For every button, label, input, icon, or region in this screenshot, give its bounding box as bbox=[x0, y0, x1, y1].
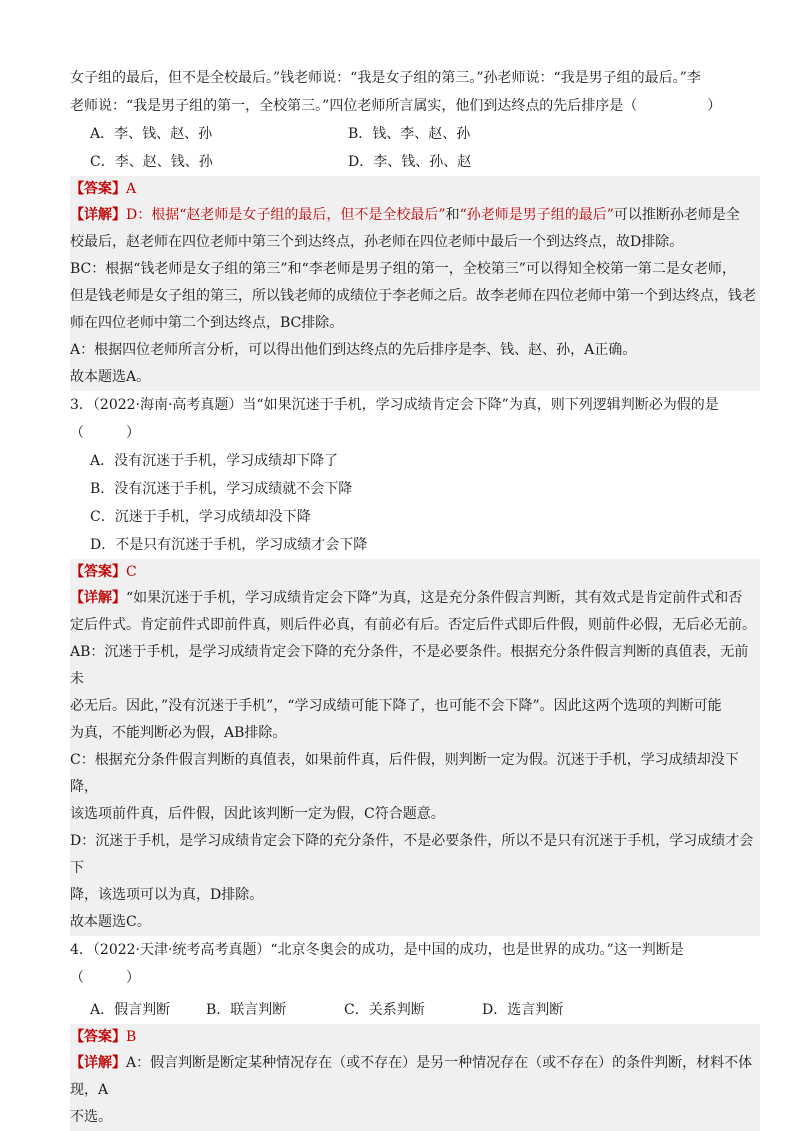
detail-line: AB：沉迷于手机，是学习成绩肯定会下降的充分条件，不是必要条件。根据充分条件假言判断的真值表，无前未 bbox=[70, 644, 749, 687]
question-3 bbox=[70, 391, 760, 936]
answer-line bbox=[70, 559, 760, 585]
answer-line bbox=[70, 176, 760, 202]
answer-value: C bbox=[126, 564, 137, 580]
detail-text: D：根据 bbox=[126, 207, 180, 223]
detail-line: 定后件式。肯定前件式即前件真，则后件必真，有前必有后。否定后件式即后件假，则前件必假，无后必无前。 bbox=[70, 617, 756, 633]
answer-tag: 【答案】 bbox=[70, 1029, 126, 1045]
detail-line bbox=[70, 585, 760, 612]
detail-line bbox=[70, 1050, 760, 1104]
option-a: A．假言判断 bbox=[90, 1002, 171, 1018]
detail-quote: “孙老师是男子组的最后” bbox=[459, 207, 614, 223]
detail-quote: “赵老师是女子组的最后，但不是全校最后” bbox=[179, 207, 446, 223]
answer-tag: 【答案】 bbox=[70, 564, 126, 580]
detail-line: 校最后，赵老师在四位老师中第三个到达终点，孙老师在四位老师中最后一个到达终点，故D排除。 bbox=[70, 234, 684, 250]
answer-line bbox=[70, 1024, 760, 1050]
detail-block bbox=[70, 585, 760, 936]
detail-line: BC：根据“钱老师是女子组的第三”和“李老师是男子组的第一，全校第三”可以得知全校第一第二是女老师， bbox=[70, 261, 736, 277]
options-row bbox=[70, 120, 760, 148]
option-d: D．不是只有沉迷于手机，学习成绩才会下降 bbox=[90, 537, 368, 553]
detail-line: 降，该选项可以为真，D排除。 bbox=[70, 887, 264, 903]
answer-value: A bbox=[126, 181, 137, 197]
option-c: C．关系判断 bbox=[344, 1002, 425, 1018]
answer-block bbox=[70, 1024, 760, 1131]
answer-block bbox=[70, 176, 760, 391]
detail-text: 和 bbox=[445, 207, 460, 223]
detail-block bbox=[70, 202, 760, 391]
detail-tag: 【详解】 bbox=[70, 1055, 126, 1071]
detail-line: 必无后。因此，”没有沉迷于手机”，“学习成绩可能下降了，也可能不会下降”。因此这两个选项的判断可能 bbox=[70, 698, 722, 714]
detail-tag: 【详解】 bbox=[70, 207, 126, 223]
answer-value: B bbox=[126, 1029, 137, 1045]
detail-text: A：假言判断是断定某种情况存在（或不存在）是另一种情况存在（或不存在）的条件判断，材料不体现，A bbox=[70, 1055, 753, 1098]
answer-block bbox=[70, 559, 760, 936]
detail-line: D：沉迷于手机，是学习成绩肯定会下降的充分条件，不是必要条件，所以不是只有沉迷于手机，学习成绩才会下 bbox=[70, 833, 754, 876]
question-stem-line: 老师说：“我是男子组的第一，全校第三。”四位老师所言属实，他们到达终点的先后排序是（ ） bbox=[70, 98, 722, 114]
detail-text: “如果沉迷于手机，学习成绩肯定会下降”为真，这是充分条件假言判断，其有效式是肯定前件式和否 bbox=[126, 590, 743, 606]
question-stem-line: （ ） bbox=[70, 425, 140, 441]
conclusion-line: 故本题选A。 bbox=[70, 369, 151, 385]
option-c: C．沉迷于手机，学习成绩却没下降 bbox=[90, 509, 311, 525]
detail-tag: 【详解】 bbox=[70, 590, 126, 606]
detail-line: 但是钱老师是女子组的第三，所以钱老师的成绩位于李老师之后。故李老师在四位老师中第一个到达终点，钱老 bbox=[70, 288, 756, 304]
document-page bbox=[70, 64, 760, 1131]
question-stem-line: 4．（2022·天津·统考高考真题）“北京冬奥会的成功，是中国的成功，也是世界的成功。”这一判断是 bbox=[70, 942, 684, 958]
option-d: D．选言判断 bbox=[482, 1002, 564, 1018]
options-row bbox=[70, 996, 760, 1024]
question-stem-line: （ ） bbox=[70, 970, 140, 986]
question-2 bbox=[70, 64, 760, 391]
detail-line: A：根据四位老师所言分析，可以得出他们到达终点的先后排序是李、钱、赵、孙，A正确。 bbox=[70, 342, 637, 358]
question-stem-line: 3．（2022·海南·高考真题）当“如果沉迷于手机，学习成绩肯定会下降”为真，则下列逻辑判断必为假的是 bbox=[70, 397, 719, 413]
detail-line: 该选项前件真，后件假，因此该判断一定为假，C符合题意。 bbox=[70, 806, 445, 822]
option-b: B．没有沉迷于手机，学习成绩就不会下降 bbox=[90, 481, 353, 497]
detail-line: 师在四位老师中第二个到达终点，BC排除。 bbox=[70, 315, 344, 331]
detail-line bbox=[70, 202, 760, 229]
detail-line: C：根据充分条件假言判断的真值表，如果前件真，后件假，则判断一定为假。沉迷于手机，学习成绩却没下降， bbox=[70, 752, 739, 795]
detail-line: 不选。 bbox=[70, 1109, 112, 1125]
option-a: A．没有沉迷于手机，学习成绩却下降了 bbox=[90, 453, 339, 469]
option-b: B．钱、李、赵、孙 bbox=[348, 126, 471, 142]
option-a: A．李、钱、赵、孙 bbox=[90, 126, 213, 142]
detail-line: 为真，不能判断必为假，AB排除。 bbox=[70, 725, 287, 741]
question-stem-line: 女子组的最后，但不是全校最后。”钱老师说：“我是女子组的第三。”孙老师说：“我是男子组的最后。”李 bbox=[70, 70, 701, 86]
question-4 bbox=[70, 936, 760, 1131]
answer-tag: 【答案】 bbox=[70, 181, 126, 197]
option-c: C．李、赵、钱、孙 bbox=[90, 154, 213, 170]
detail-block bbox=[70, 1050, 760, 1131]
option-b: B．联言判断 bbox=[206, 1002, 287, 1018]
options-row bbox=[70, 148, 760, 176]
conclusion-line: 故本题选C。 bbox=[70, 914, 151, 930]
option-d: D．李、钱、孙、赵 bbox=[348, 154, 472, 170]
detail-text: 可以推断孙老师是全 bbox=[613, 207, 740, 223]
